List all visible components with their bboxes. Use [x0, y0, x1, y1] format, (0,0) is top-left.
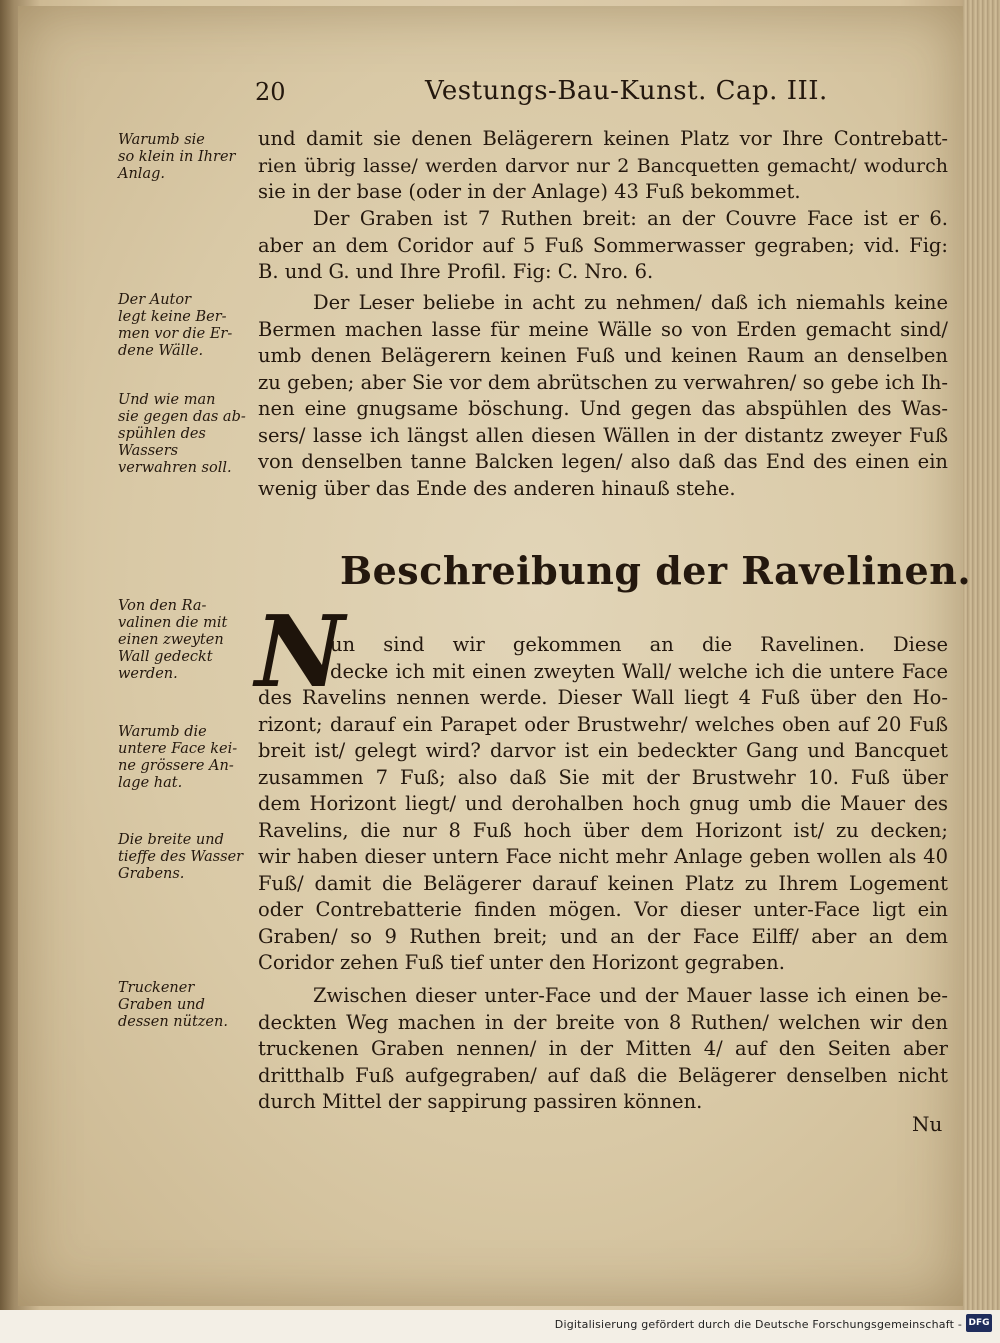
paragraph-2: Der Graben ist 7 Ruthen breit: an der Couvre Face ist er 6. aber an dem Coridor auf 5 Fuß Sommerwasser gegraben; vid. Fig: B. und G. und Ihre Profil. Fig: C. Nro. 6.	[258, 207, 948, 283]
catchword: Nu	[912, 1112, 943, 1136]
digitization-credit: Digitalisierung gefördert durch die Deutsche Forschungsgemeinschaft -	[554, 1318, 962, 1331]
margin-note-7: Truckener Graben und dessen nützen.	[118, 980, 228, 1030]
margin-note-5: Warumb die untere Face kei- ne grössere An- lage hat.	[118, 724, 238, 791]
paragraph-4: des Ravelins nennen werde. Dieser Wall liegt 4 Fuß über den Ho- rizont; darauf ein Parapet oder Brustwehr/ welches oben auf 20 Fuß breit ist/ gelegt wird? darvor ist ein bedeckter Gang und Bancquet zusammen 7 Fuß; also daß Sie mit der Brustwehr 10. Fuß über dem Horizont liegt/ und derohalben hoch gnug umb die Mauer des Ravelins, die nur 8 Fuß hoch über dem Horizont ist/ zu decken; wir haben dieser untern Face nicht mehr Anlage geben wollen als 40 Fuß/ damit die Belägerer darauf keinen Platz zu Ihrem Logement oder Contrebatterie finden mögen. Vor dieser unter-Face ligt ein Graben/ so 9 Ruthen breit; und an der Face Eilff/ aber an dem Coridor zehen Fuß tief unter den Horizont gegraben.	[258, 686, 948, 974]
margin-note-4: Von den Ra- valinen die mit einen zweyten Wall gedeckt werden.	[118, 598, 228, 682]
page-number: 20	[255, 78, 286, 106]
section-heading: Beschreibung der Ravelinen.	[340, 548, 972, 593]
paragraph-1: und damit sie denen Belägerern keinen Platz vor Ihre Contrebatt- rien übrig lasse/ werden darvor nur 2 Bancquetten gemacht/ wodurch sie in der base (oder in der Anlage) 43 Fuß bekommet.	[258, 127, 948, 203]
margin-note-1: Warumb sie so klein in Ihrer Anlag.	[118, 132, 236, 182]
paragraph-3: Der Leser beliebe in acht zu nehmen/ daß ich niemahls keine Bermen machen lasse für meine Wälle so von Erden gemacht sind/ umb denen Belägerern keinen Fuß und keinen Raum an denselben zu geben; aber Sie vor dem abrütschen zu verwahren/ so gebe ich Ih- nen eine gnugsame böschung. Und gegen das abspühlen des Was- sers/ lasse ich längst allen diesen Wällen in der distantz zweyer Fuß von denselben tanne Balcken legen/ also daß das End des einen ein wenig über das Ende des anderen hinauß stehe.	[258, 291, 948, 500]
drop-initial: N	[255, 595, 345, 710]
running-title: Vestungs-Bau-Kunst. Cap. III.	[425, 76, 828, 106]
dfg-logo-icon: DFG	[966, 1314, 992, 1332]
paragraph-5: Zwischen dieser unter-Face und der Mauer lasse ich einen be- deckten Weg machen in der breite von 8 Ruthen/ welchen wir den truckenen Graben nennen/ in der Mitten 4/ auf den Seiten aber dritthalb Fuß aufgegraben/ auf daß die Belägerer denselben nicht durch Mittel der sappirung passiren können.	[258, 984, 948, 1113]
paragraph-4-opening: un sind wir gekommen an die Ravelinen. Diese decke ich mit einen zweyten Wall/ welche ich die untere Face	[330, 633, 948, 683]
margin-note-3: Und wie man sie gegen das ab- spühlen des Wassers verwahren soll.	[118, 392, 246, 476]
margin-note-2: Der Autor legt keine Ber- men vor die Er- dene Wälle.	[118, 292, 233, 359]
margin-note-6: Die breite und tieffe des Wasser Grabens.	[118, 832, 244, 882]
page-edges	[963, 0, 1000, 1310]
